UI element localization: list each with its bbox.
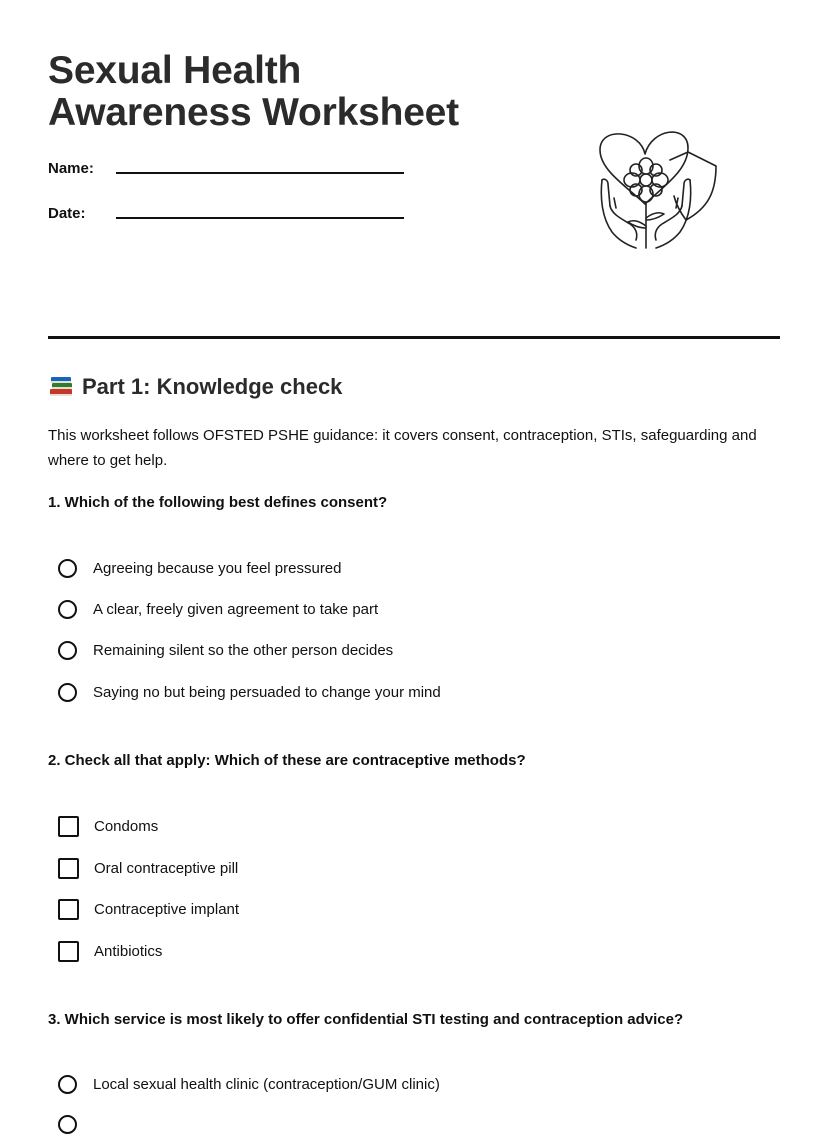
- checkbox[interactable]: [58, 858, 79, 879]
- title-line-2: Awareness Worksheet: [48, 91, 459, 134]
- name-label: Name:: [48, 160, 94, 177]
- radio-button[interactable]: [58, 641, 77, 660]
- part1-heading: [48, 374, 342, 400]
- option-label: Contraceptive implant: [94, 900, 240, 918]
- q2-option-2[interactable]: [58, 856, 238, 880]
- option-label: Condoms: [94, 817, 159, 835]
- date-label: Date:: [48, 205, 86, 222]
- name-line[interactable]: [116, 172, 404, 174]
- radio-button[interactable]: [58, 683, 77, 702]
- books-icon: [48, 375, 74, 399]
- question-3: 3. Which service is most likely to offer confidential STI testing and contraception advice?: [48, 1011, 684, 1028]
- name-field[interactable]: [48, 160, 94, 177]
- title-line-1: Sexual Health: [48, 49, 302, 92]
- question-1: 1. Which of the following best defines consent?: [48, 494, 388, 511]
- q3-option-1[interactable]: [58, 1072, 440, 1096]
- q1-option-1[interactable]: [58, 556, 342, 580]
- hands-heart-flower-shield-icon: [590, 108, 722, 253]
- date-field[interactable]: [48, 205, 86, 222]
- intro-text: This worksheet follows OFSTED PSHE guidance: it covers consent, contraception, STIs, safeguarding and where to get help.: [48, 427, 757, 469]
- option-label: Remaining silent so the other person decides: [93, 641, 394, 659]
- radio-button[interactable]: [58, 1075, 77, 1094]
- option-label: Oral contraceptive pill: [94, 859, 239, 877]
- q1-option-2[interactable]: [58, 597, 378, 621]
- checkbox[interactable]: [58, 816, 79, 837]
- option-label: Local sexual health clinic (contraception/GUM clinic): [93, 1075, 440, 1093]
- q2-option-3[interactable]: [58, 897, 239, 921]
- q1-option-4[interactable]: [58, 680, 441, 704]
- question-2: 2. Check all that apply: Which of these are contraceptive methods?: [48, 752, 526, 769]
- section-divider: [48, 336, 780, 339]
- checkbox[interactable]: [58, 941, 79, 962]
- date-line[interactable]: [116, 217, 404, 219]
- option-label: Agreeing because you feel pressured: [93, 559, 342, 577]
- option-label: A clear, freely given agreement to take part: [93, 600, 379, 618]
- worksheet-title: [48, 50, 508, 134]
- checkbox[interactable]: [58, 899, 79, 920]
- q3-option-2-partial[interactable]: [58, 1112, 93, 1136]
- q2-option-4[interactable]: [58, 939, 162, 963]
- q1-option-3[interactable]: [58, 638, 393, 662]
- radio-button[interactable]: [58, 559, 77, 578]
- part1-title: Part 1: Knowledge check: [82, 374, 343, 399]
- radio-button[interactable]: [58, 1115, 77, 1134]
- option-label: Antibiotics: [94, 942, 163, 960]
- q2-option-1[interactable]: [58, 814, 158, 838]
- option-label: Saying no but being persuaded to change your mind: [93, 683, 441, 701]
- radio-button[interactable]: [58, 600, 77, 619]
